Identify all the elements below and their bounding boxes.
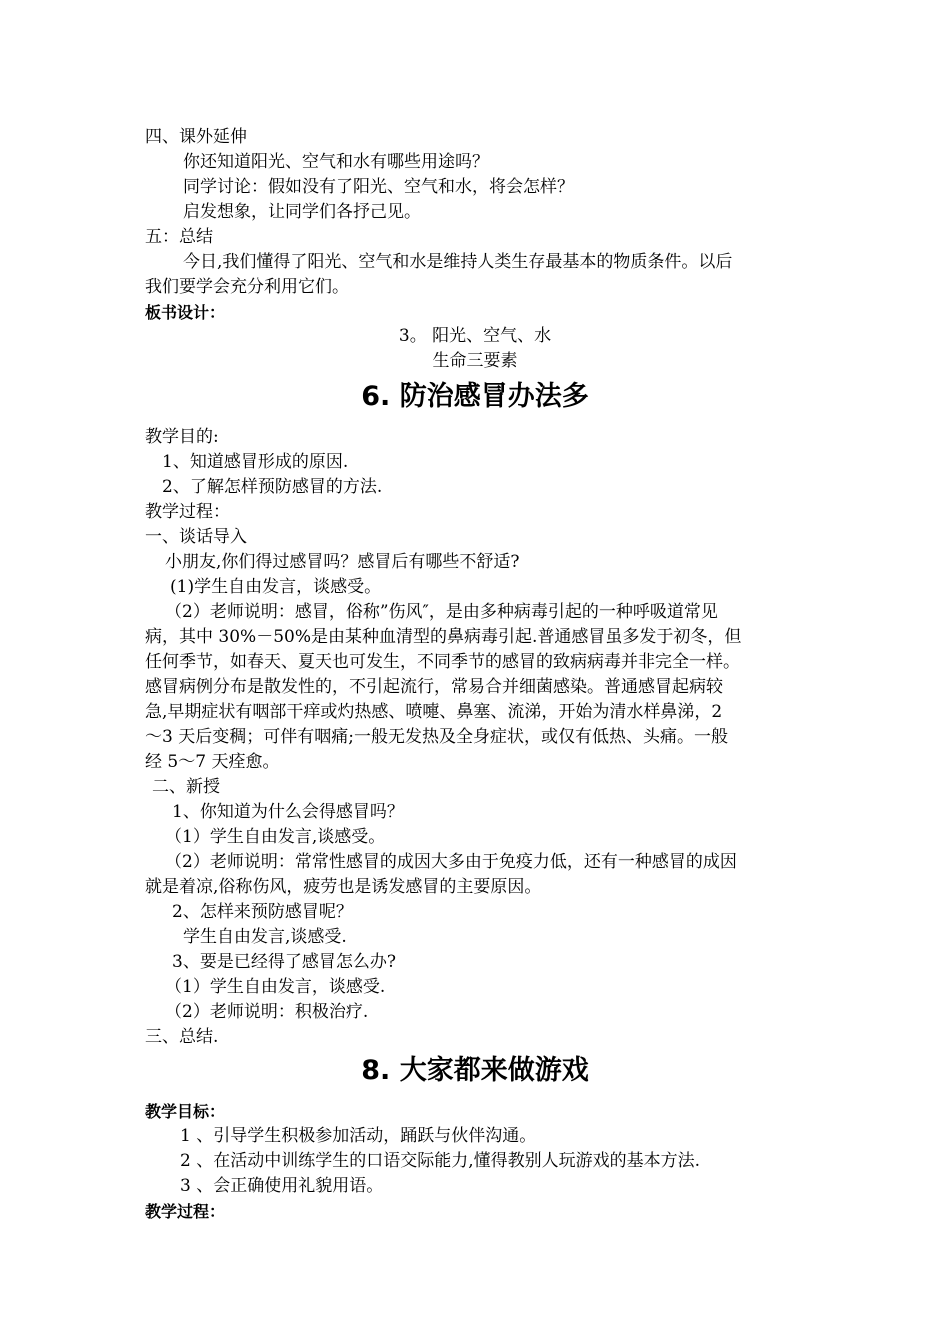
- board-design-label: 板书设计：: [145, 303, 226, 322]
- paragraph-line: 2、怎样来预防感冒呢？: [172, 902, 353, 922]
- paragraph-line: （2）老师说明：常常性感冒的成因大多由于免疫力低，还有一种感冒的成因: [165, 852, 737, 872]
- section-heading-new: 二、新授: [152, 777, 220, 797]
- process-label: 教学过程：: [145, 502, 230, 522]
- paragraph-line: 1、你知道为什么会得感冒吗？: [172, 802, 404, 822]
- paragraph-line: 启发想象，让同学们各抒己见。: [183, 202, 421, 222]
- goal-item: 2、了解怎样预防感冒的方法.: [162, 477, 383, 497]
- paragraph-line: 任何季节，如春天、夏天也可发生，不同季节的感冒的致病病毒并非完全一样。: [145, 652, 740, 672]
- paragraph-line: 小朋友,你们得过感冒吗？感冒后有哪些不舒适?: [165, 552, 520, 572]
- paragraph-line: （2）老师说明：感冒，俗称”伤风″，是由多种病毒引起的一种呼吸道常见: [165, 602, 718, 622]
- lesson-6-title: 6. 防治感冒办法多: [361, 381, 589, 412]
- paragraph-line: 病，其中 30%－50%是由某种血清型的鼻病毒引起.普通感冒虽多发于初冬，但: [145, 627, 742, 647]
- paragraph-line: 感冒病例分布是散发性的，不引起流行，常易合并细菌感染。普通感冒起病较: [145, 677, 723, 697]
- paragraph-line: 学生自由发言,谈感受.: [183, 927, 347, 947]
- section-heading-extension: 四、课外延伸: [145, 127, 247, 147]
- paragraph-line: （1）学生自由发言，谈感受.: [165, 977, 386, 997]
- section-heading-intro: 一、谈话导入: [145, 527, 247, 547]
- paragraph-line: 经 5～7 天痊愈。: [145, 752, 280, 772]
- process-label: 教学过程：: [145, 1202, 226, 1221]
- paragraph-line: 3、要是已经得了感冒怎么办?: [172, 952, 396, 972]
- paragraph-line: （2）老师说明：积极治疗.: [165, 1002, 369, 1022]
- paragraph-line: ～3 天后变稠；可伴有咽痛;一般无发热及全身症状，或仅有低热、头痛。一般: [145, 727, 728, 747]
- board-line-2: 生命三要素: [432, 351, 518, 371]
- paragraph-line: 今日,我们懂得了阳光、空气和水是维持人类生存最基本的物质条件。以后: [183, 252, 733, 272]
- section-heading-conclusion: 三、总结.: [145, 1027, 219, 1047]
- paragraph-line: (1)学生自由发言，谈感受。: [170, 577, 382, 597]
- board-line-1: 3。 阳光、空气、水: [398, 326, 552, 346]
- paragraph-line: 急,早期症状有咽部干痒或灼热感、喷嚏、鼻塞、流涕，开始为清水样鼻涕，2: [145, 702, 723, 722]
- lesson-8-title: 8. 大家都来做游戏: [361, 1055, 589, 1086]
- goals-label: 教学目标：: [145, 1102, 226, 1121]
- goals-label: 教学目的:: [145, 427, 219, 447]
- paragraph-line: 就是着凉,俗称伤风，疲劳也是诱发感冒的主要原因。: [145, 877, 542, 897]
- paragraph-line: 你还知道阳光、空气和水有哪些用途吗？: [183, 152, 489, 172]
- paragraph-line: 我们要学会充分利用它们。: [145, 277, 349, 297]
- goal-item: 3 、会正确使用礼貌用语。: [180, 1176, 384, 1196]
- section-heading-summary: 五：总结: [145, 227, 213, 247]
- paragraph-line: 同学讨论：假如没有了阳光、空气和水，将会怎样？: [183, 177, 574, 197]
- goal-item: 2 、在活动中训练学生的口语交际能力,懂得教别人玩游戏的基本方法.: [180, 1151, 701, 1171]
- goal-item: 1、知道感冒形成的原因.: [162, 452, 349, 472]
- paragraph-line: （1）学生自由发言,谈感受。: [165, 827, 386, 847]
- goal-item: 1 、引导学生积极参加活动，踊跃与伙伴沟通。: [180, 1126, 537, 1146]
